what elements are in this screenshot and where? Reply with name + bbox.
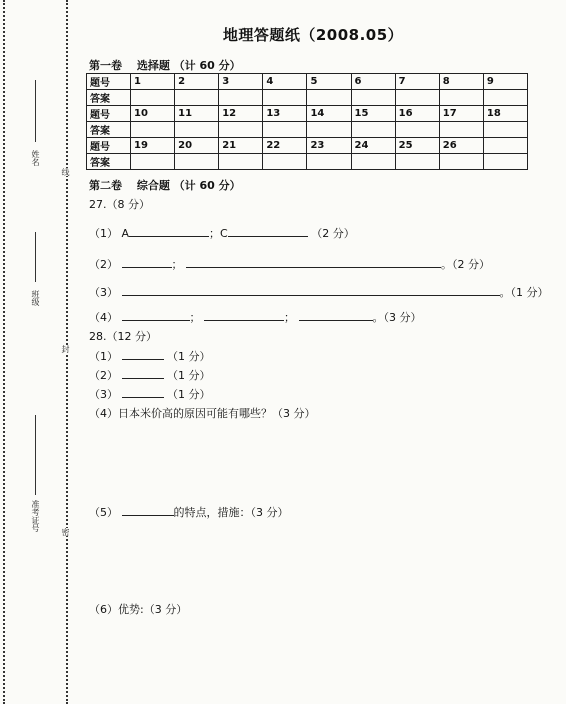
row-label: 答案 (87, 122, 131, 138)
q28-2-blank[interactable] (122, 368, 164, 379)
question-number-row (87, 138, 528, 154)
question-number: 3 (219, 74, 263, 90)
answer-cell[interactable] (219, 154, 263, 170)
question-number: 21 (219, 138, 263, 154)
q27-line-3 (89, 284, 549, 300)
name-label: 姓名 (31, 150, 40, 166)
answer-row (87, 90, 528, 106)
q28-1-score: （1 分） (167, 350, 211, 363)
seal-char-feng: 封 (61, 345, 70, 353)
q27-line-4 (89, 309, 422, 325)
answer-cell[interactable] (483, 154, 527, 170)
q27-4-sep-2: ； (284, 311, 295, 324)
q27-4-prefix: （4） (89, 311, 118, 324)
answer-cell[interactable] (131, 90, 175, 106)
q27-1-score: （2 分） (311, 227, 355, 240)
question-number (483, 138, 527, 154)
question-number: 19 (131, 138, 175, 154)
answer-cell[interactable] (439, 90, 483, 106)
q28-3-score: （1 分） (167, 388, 211, 401)
exam-number-label: 准考证号 (31, 500, 40, 532)
q28-line-3 (89, 386, 211, 402)
answer-cell[interactable] (175, 122, 219, 138)
q27-2-blank-1[interactable] (122, 257, 172, 268)
q27-1-prefix: （1） A (89, 227, 130, 240)
question-number: 14 (307, 106, 351, 122)
row-label: 答案 (87, 90, 131, 106)
q28-1-prefix: （1） (89, 350, 118, 363)
answer-cell[interactable] (351, 90, 395, 106)
q27-line-2 (89, 256, 490, 272)
question-number: 18 (483, 106, 527, 122)
question-number-row (87, 74, 528, 90)
question-number: 6 (351, 74, 395, 90)
part2-heading: 第二卷 综合题 （计 60 分） (89, 179, 241, 192)
q28-line-6: （6）优势:（3 分） (89, 603, 188, 616)
answer-cell[interactable] (263, 154, 307, 170)
q27-3-score: 。（1 分） (499, 286, 549, 299)
question-number: 13 (263, 106, 307, 122)
page-title: 地理答题纸（2008.05） (222, 26, 404, 44)
question-number-row (87, 106, 528, 122)
binding-dotted-line-outer (3, 0, 5, 704)
q28-2-score: （1 分） (167, 369, 211, 382)
q28-line-2 (89, 367, 211, 383)
question-number: 7 (395, 74, 439, 90)
question-number: 23 (307, 138, 351, 154)
seal-char-mi: 密 (61, 528, 70, 536)
question-number: 10 (131, 106, 175, 122)
q27-heading: 27.（8 分） (89, 198, 150, 211)
q28-3-prefix: （3） (89, 388, 118, 401)
answer-row (87, 154, 528, 170)
question-number: 25 (395, 138, 439, 154)
row-label: 题号 (87, 106, 131, 122)
seal-char-xian: 线 (61, 168, 70, 176)
answer-cell[interactable] (219, 122, 263, 138)
question-number: 11 (175, 106, 219, 122)
answer-cell[interactable] (483, 122, 527, 138)
answer-row (87, 122, 528, 138)
answer-cell[interactable] (351, 122, 395, 138)
question-number: 24 (351, 138, 395, 154)
answer-cell[interactable] (351, 154, 395, 170)
q27-4-blank-2[interactable] (204, 310, 284, 321)
answer-cell[interactable] (307, 90, 351, 106)
q27-2-score: 。（2 分） (441, 258, 490, 271)
answer-cell[interactable] (307, 154, 351, 170)
question-number: 16 (395, 106, 439, 122)
q28-heading: 28.（12 分） (89, 330, 157, 343)
q27-3-prefix: （3） (89, 286, 118, 299)
q27-1-mid: ；C (209, 227, 228, 240)
question-number: 20 (175, 138, 219, 154)
row-label: 题号 (87, 138, 131, 154)
question-number: 8 (439, 74, 483, 90)
q27-3-blank[interactable] (122, 285, 500, 296)
answer-cell[interactable] (131, 154, 175, 170)
answer-cell[interactable] (439, 154, 483, 170)
q28-1-blank[interactable] (122, 349, 164, 360)
question-number: 26 (439, 138, 483, 154)
question-number: 22 (263, 138, 307, 154)
answer-cell[interactable] (263, 90, 307, 106)
q27-4-blank-1[interactable] (122, 310, 190, 321)
part1-heading: 第一卷 选择题 （计 60 分） (89, 59, 241, 72)
class-label: 班级 (31, 290, 40, 306)
answer-cell[interactable] (219, 90, 263, 106)
answer-cell[interactable] (307, 122, 351, 138)
q28-5-blank[interactable] (122, 505, 174, 516)
answer-cell[interactable] (131, 122, 175, 138)
answer-cell[interactable] (263, 122, 307, 138)
q27-1-blank-a[interactable] (129, 226, 209, 237)
question-number: 2 (175, 74, 219, 90)
q28-line-4: （4）日本米价高的原因可能有哪些？（3 分） (89, 407, 316, 420)
q27-line-1 (89, 225, 355, 241)
q28-5-prefix: （5） (89, 506, 118, 519)
answer-cell[interactable] (175, 90, 219, 106)
q28-5-text: 的特点，措施：（3 分） (173, 506, 289, 519)
q27-4-blank-3[interactable] (299, 310, 373, 321)
answer-grid (86, 73, 528, 170)
question-number: 17 (439, 106, 483, 122)
q28-line-5 (89, 504, 289, 520)
row-label: 答案 (87, 154, 131, 170)
q27-2-blank-2[interactable] (186, 257, 441, 268)
question-number: 4 (263, 74, 307, 90)
answer-cell[interactable] (439, 122, 483, 138)
answer-cell[interactable] (175, 154, 219, 170)
name-blank (35, 80, 36, 142)
q27-2-prefix: （2） (89, 258, 118, 271)
question-number: 15 (351, 106, 395, 122)
question-number: 12 (219, 106, 263, 122)
q27-2-sep: ； (171, 258, 183, 271)
answer-cell[interactable] (395, 154, 439, 170)
row-label: 题号 (87, 74, 131, 90)
q28-3-blank[interactable] (122, 387, 164, 398)
answer-cell[interactable] (395, 90, 439, 106)
question-number: 9 (483, 74, 527, 90)
question-number: 1 (131, 74, 175, 90)
q28-line-1 (89, 348, 211, 364)
answer-cell[interactable] (483, 90, 527, 106)
answer-cell[interactable] (395, 122, 439, 138)
q28-2-prefix: （2） (89, 369, 118, 382)
question-number: 5 (307, 74, 351, 90)
exam-number-blank (35, 415, 36, 495)
class-blank (35, 232, 36, 282)
q27-4-score: 。（3 分） (372, 311, 422, 324)
q27-4-sep-1: ； (189, 311, 201, 324)
q27-1-blank-c[interactable] (228, 226, 308, 237)
